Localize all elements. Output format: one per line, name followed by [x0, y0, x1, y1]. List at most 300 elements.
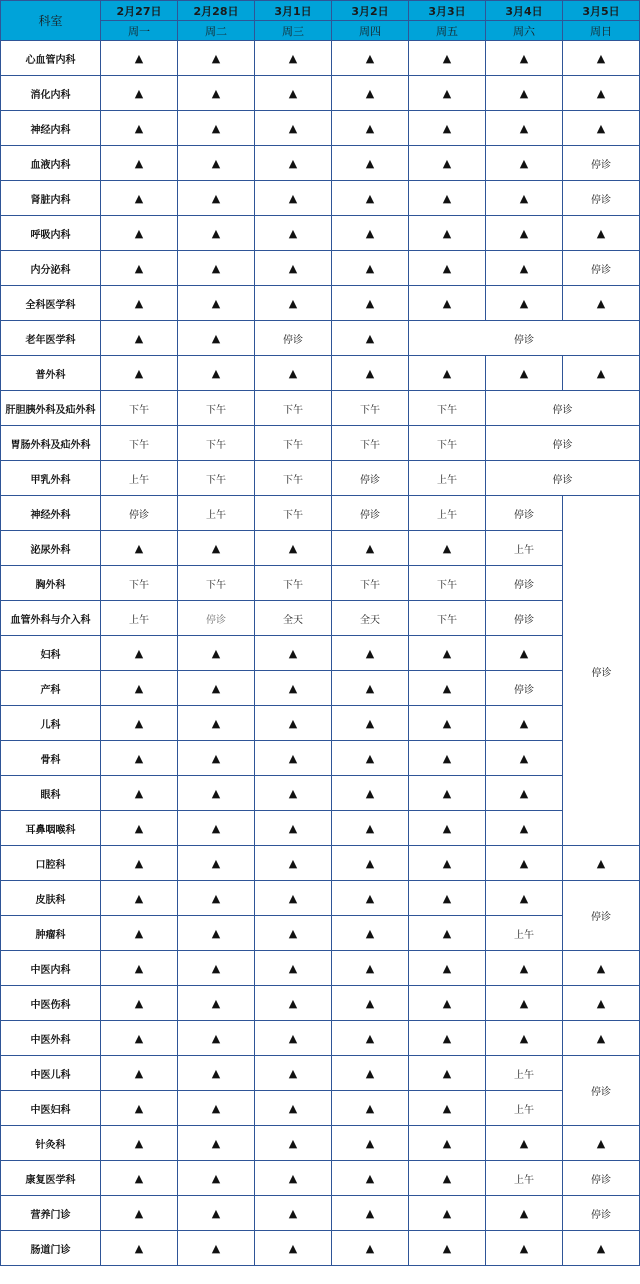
open-mark: ▲	[332, 776, 409, 811]
open-mark: ▲	[178, 846, 255, 881]
open-mark: ▲	[255, 811, 332, 846]
open-mark: ▲	[101, 216, 178, 251]
schedule-cell: 全天	[332, 601, 409, 636]
table-row	[1, 76, 640, 111]
table-row	[1, 916, 640, 951]
date-header: 3月4日	[486, 1, 563, 21]
open-mark: ▲	[409, 76, 486, 111]
table-row	[1, 181, 640, 216]
weekday-header: 周四	[332, 21, 409, 41]
open-mark: ▲	[255, 776, 332, 811]
dept-name: 内分泌科	[1, 251, 101, 286]
schedule-cell: 停诊	[563, 1161, 640, 1196]
open-mark: ▲	[332, 41, 409, 76]
open-mark: ▲	[332, 811, 409, 846]
schedule-cell: 上午	[486, 916, 563, 951]
open-mark: ▲	[409, 846, 486, 881]
open-mark: ▲	[409, 1091, 486, 1126]
schedule-cell: 停诊	[101, 496, 178, 531]
open-mark: ▲	[486, 111, 563, 146]
open-mark: ▲	[409, 671, 486, 706]
open-mark: ▲	[255, 846, 332, 881]
open-mark: ▲	[178, 1196, 255, 1231]
open-mark: ▲	[101, 951, 178, 986]
schedule-cell: 下午	[255, 391, 332, 426]
open-mark: ▲	[178, 251, 255, 286]
open-mark: ▲	[332, 356, 409, 391]
open-mark: ▲	[486, 41, 563, 76]
table-row	[1, 216, 640, 251]
open-mark: ▲	[101, 846, 178, 881]
open-mark: ▲	[178, 286, 255, 321]
table-row	[1, 636, 640, 671]
open-mark: ▲	[178, 1021, 255, 1056]
open-mark: ▲	[178, 1161, 255, 1196]
schedule-cell: 上午	[409, 461, 486, 496]
open-mark: ▲	[178, 531, 255, 566]
table-row	[1, 741, 640, 776]
open-mark: ▲	[409, 636, 486, 671]
dept-name: 口腔科	[1, 846, 101, 881]
open-mark: ▲	[563, 41, 640, 76]
dept-name: 肝胆胰外科及疝外科	[1, 391, 101, 426]
table-row	[1, 846, 640, 881]
schedule-cell: 停诊	[486, 391, 640, 426]
table-row	[1, 496, 640, 531]
open-mark: ▲	[255, 216, 332, 251]
table-row	[1, 1021, 640, 1056]
open-mark: ▲	[101, 986, 178, 1021]
open-mark: ▲	[178, 916, 255, 951]
open-mark: ▲	[101, 251, 178, 286]
dept-name: 皮肤科	[1, 881, 101, 916]
open-mark: ▲	[486, 636, 563, 671]
open-mark: ▲	[332, 531, 409, 566]
open-mark: ▲	[486, 216, 563, 251]
open-mark: ▲	[332, 286, 409, 321]
dept-name: 儿科	[1, 706, 101, 741]
open-mark: ▲	[101, 1196, 178, 1231]
open-mark: ▲	[486, 1231, 563, 1266]
schedule-cell: 上午	[409, 496, 486, 531]
open-mark: ▲	[332, 216, 409, 251]
open-mark: ▲	[178, 76, 255, 111]
open-mark: ▲	[255, 916, 332, 951]
open-mark: ▲	[255, 986, 332, 1021]
dept-name: 营养门诊	[1, 1196, 101, 1231]
table-row	[1, 111, 640, 146]
open-mark: ▲	[563, 951, 640, 986]
open-mark: ▲	[255, 531, 332, 566]
open-mark: ▲	[409, 916, 486, 951]
schedule-cell: 停诊	[563, 881, 640, 951]
open-mark: ▲	[255, 881, 332, 916]
schedule-cell: 停诊	[486, 496, 563, 531]
dept-name: 中医伤科	[1, 986, 101, 1021]
open-mark: ▲	[332, 1231, 409, 1266]
dept-name: 中医内科	[1, 951, 101, 986]
schedule-cell: 下午	[255, 496, 332, 531]
open-mark: ▲	[255, 741, 332, 776]
schedule-cell: 下午	[255, 426, 332, 461]
open-mark: ▲	[563, 356, 640, 391]
open-mark: ▲	[332, 1021, 409, 1056]
open-mark: ▲	[563, 846, 640, 881]
dept-name: 眼科	[1, 776, 101, 811]
open-mark: ▲	[409, 1056, 486, 1091]
schedule-cell: 上午	[178, 496, 255, 531]
schedule-cell: 停诊	[332, 461, 409, 496]
open-mark: ▲	[101, 776, 178, 811]
schedule-cell: 上午	[486, 531, 563, 566]
open-mark: ▲	[486, 951, 563, 986]
open-mark: ▲	[563, 1231, 640, 1266]
open-mark: ▲	[178, 216, 255, 251]
schedule-cell: 停诊	[563, 146, 640, 181]
schedule-cell: 下午	[101, 566, 178, 601]
table-row	[1, 951, 640, 986]
dept-name: 中医儿科	[1, 1056, 101, 1091]
open-mark: ▲	[101, 671, 178, 706]
dept-name: 普外科	[1, 356, 101, 391]
schedule-cell: 上午	[486, 1091, 563, 1126]
table-row	[1, 1126, 640, 1161]
open-mark: ▲	[101, 321, 178, 356]
open-mark: ▲	[101, 636, 178, 671]
date-header: 2月27日	[101, 1, 178, 21]
open-mark: ▲	[409, 986, 486, 1021]
open-mark: ▲	[332, 251, 409, 286]
open-mark: ▲	[563, 216, 640, 251]
dept-name: 血液内科	[1, 146, 101, 181]
table-row	[1, 461, 640, 496]
schedule-cell: 下午	[178, 566, 255, 601]
schedule-cell: 停诊	[486, 426, 640, 461]
dept-name: 妇科	[1, 636, 101, 671]
open-mark: ▲	[101, 1231, 178, 1266]
open-mark: ▲	[101, 146, 178, 181]
table-row	[1, 356, 640, 391]
open-mark: ▲	[101, 1126, 178, 1161]
open-mark: ▲	[101, 1021, 178, 1056]
open-mark: ▲	[255, 1021, 332, 1056]
open-mark: ▲	[101, 286, 178, 321]
open-mark: ▲	[255, 1056, 332, 1091]
open-mark: ▲	[409, 1021, 486, 1056]
open-mark: ▲	[101, 111, 178, 146]
schedule-cell: 停诊	[486, 671, 563, 706]
open-mark: ▲	[255, 286, 332, 321]
date-header: 3月1日	[255, 1, 332, 21]
schedule-cell: 下午	[409, 391, 486, 426]
open-mark: ▲	[178, 636, 255, 671]
dept-name: 消化内科	[1, 76, 101, 111]
open-mark: ▲	[178, 881, 255, 916]
dept-name: 胸外科	[1, 566, 101, 601]
open-mark: ▲	[332, 1196, 409, 1231]
open-mark: ▲	[101, 1091, 178, 1126]
schedule-cell: 下午	[332, 566, 409, 601]
table-row	[1, 1056, 640, 1091]
open-mark: ▲	[332, 636, 409, 671]
dept-column-header: 科室	[1, 1, 101, 41]
open-mark: ▲	[563, 76, 640, 111]
open-mark: ▲	[101, 531, 178, 566]
open-mark: ▲	[255, 671, 332, 706]
open-mark: ▲	[409, 706, 486, 741]
dept-name: 甲乳外科	[1, 461, 101, 496]
open-mark: ▲	[409, 146, 486, 181]
open-mark: ▲	[178, 1091, 255, 1126]
open-mark: ▲	[255, 636, 332, 671]
open-mark: ▲	[332, 181, 409, 216]
open-mark: ▲	[409, 881, 486, 916]
date-header: 3月3日	[409, 1, 486, 21]
table-row	[1, 391, 640, 426]
open-mark: ▲	[178, 811, 255, 846]
open-mark: ▲	[563, 286, 640, 321]
open-mark: ▲	[178, 181, 255, 216]
open-mark: ▲	[101, 741, 178, 776]
date-header: 3月5日	[563, 1, 640, 21]
open-mark: ▲	[255, 951, 332, 986]
schedule-cell: 下午	[101, 426, 178, 461]
open-mark: ▲	[178, 41, 255, 76]
open-mark: ▲	[255, 1161, 332, 1196]
open-mark: ▲	[255, 111, 332, 146]
table-row	[1, 986, 640, 1021]
open-mark: ▲	[101, 1161, 178, 1196]
dept-name: 中医外科	[1, 1021, 101, 1056]
weekday-header: 周一	[101, 21, 178, 41]
open-mark: ▲	[563, 986, 640, 1021]
table-row	[1, 776, 640, 811]
open-mark: ▲	[332, 706, 409, 741]
open-mark: ▲	[255, 1231, 332, 1266]
dept-name: 泌尿外科	[1, 531, 101, 566]
open-mark: ▲	[409, 111, 486, 146]
schedule-cell: 停诊	[409, 321, 640, 356]
table-row	[1, 811, 640, 846]
schedule-cell: 下午	[255, 566, 332, 601]
table-row	[1, 251, 640, 286]
open-mark: ▲	[178, 776, 255, 811]
open-mark: ▲	[255, 181, 332, 216]
open-mark: ▲	[486, 1126, 563, 1161]
open-mark: ▲	[486, 356, 563, 391]
open-mark: ▲	[409, 531, 486, 566]
dept-name: 产科	[1, 671, 101, 706]
open-mark: ▲	[178, 111, 255, 146]
open-mark: ▲	[409, 251, 486, 286]
open-mark: ▲	[409, 181, 486, 216]
open-mark: ▲	[409, 811, 486, 846]
schedule-cell: 下午	[409, 566, 486, 601]
dept-name: 中医妇科	[1, 1091, 101, 1126]
open-mark: ▲	[332, 1126, 409, 1161]
open-mark: ▲	[255, 76, 332, 111]
table-row	[1, 1091, 640, 1126]
schedule-cell: 停诊	[563, 181, 640, 216]
table-row	[1, 146, 640, 181]
dept-name: 耳鼻咽喉科	[1, 811, 101, 846]
open-mark: ▲	[255, 146, 332, 181]
open-mark: ▲	[101, 41, 178, 76]
schedule-cell: 停诊	[563, 251, 640, 286]
open-mark: ▲	[332, 671, 409, 706]
schedule-cell: 上午	[101, 601, 178, 636]
open-mark: ▲	[255, 251, 332, 286]
table-row	[1, 1231, 640, 1266]
schedule-cell: 全天	[255, 601, 332, 636]
weekday-header: 周六	[486, 21, 563, 41]
open-mark: ▲	[332, 741, 409, 776]
open-mark: ▲	[178, 1126, 255, 1161]
open-mark: ▲	[332, 1091, 409, 1126]
open-mark: ▲	[255, 1091, 332, 1126]
open-mark: ▲	[409, 951, 486, 986]
schedule-header	[1, 1, 640, 41]
schedule-cell: 停诊	[486, 601, 563, 636]
open-mark: ▲	[409, 776, 486, 811]
open-mark: ▲	[486, 986, 563, 1021]
schedule-body	[1, 41, 640, 1266]
open-mark: ▲	[332, 321, 409, 356]
dept-name: 骨科	[1, 741, 101, 776]
open-mark: ▲	[101, 76, 178, 111]
schedule-cell: 下午	[332, 426, 409, 461]
dept-name: 老年医学科	[1, 321, 101, 356]
weekday-header: 周日	[563, 21, 640, 41]
date-header: 3月2日	[332, 1, 409, 21]
open-mark: ▲	[178, 146, 255, 181]
open-mark: ▲	[178, 1231, 255, 1266]
schedule-cell: 下午	[178, 391, 255, 426]
open-mark: ▲	[409, 286, 486, 321]
open-mark: ▲	[332, 111, 409, 146]
open-mark: ▲	[486, 776, 563, 811]
open-mark: ▲	[409, 356, 486, 391]
schedule-cell: 上午	[486, 1056, 563, 1091]
open-mark: ▲	[178, 741, 255, 776]
open-mark: ▲	[332, 986, 409, 1021]
schedule-cell: 停诊	[563, 1056, 640, 1126]
dept-name: 神经内科	[1, 111, 101, 146]
open-mark: ▲	[486, 146, 563, 181]
open-mark: ▲	[486, 181, 563, 216]
table-row	[1, 671, 640, 706]
dept-name: 康复医学科	[1, 1161, 101, 1196]
schedule-cell: 上午	[101, 461, 178, 496]
open-mark: ▲	[178, 986, 255, 1021]
open-mark: ▲	[101, 881, 178, 916]
schedule-cell: 下午	[409, 601, 486, 636]
open-mark: ▲	[332, 76, 409, 111]
dept-name: 肠道门诊	[1, 1231, 101, 1266]
schedule-cell: 停诊	[486, 566, 563, 601]
dept-name: 胃肠外科及疝外科	[1, 426, 101, 461]
schedule-cell: 下午	[178, 426, 255, 461]
open-mark: ▲	[409, 216, 486, 251]
open-mark: ▲	[563, 111, 640, 146]
open-mark: ▲	[486, 1196, 563, 1231]
open-mark: ▲	[101, 916, 178, 951]
dept-name: 血管外科与介入科	[1, 601, 101, 636]
weekday-header: 周三	[255, 21, 332, 41]
schedule-cell: 停诊	[255, 321, 332, 356]
open-mark: ▲	[101, 706, 178, 741]
schedule-cell: 下午	[178, 461, 255, 496]
schedule-cell: 停诊	[332, 496, 409, 531]
date-header: 2月28日	[178, 1, 255, 21]
dept-name: 心血管内科	[1, 41, 101, 76]
table-row	[1, 321, 640, 356]
open-mark: ▲	[332, 1056, 409, 1091]
open-mark: ▲	[409, 41, 486, 76]
open-mark: ▲	[255, 1196, 332, 1231]
open-mark: ▲	[255, 706, 332, 741]
open-mark: ▲	[409, 1231, 486, 1266]
open-mark: ▲	[409, 741, 486, 776]
table-row	[1, 566, 640, 601]
open-mark: ▲	[486, 706, 563, 741]
open-mark: ▲	[486, 811, 563, 846]
table-row	[1, 531, 640, 566]
table-row	[1, 1196, 640, 1231]
open-mark: ▲	[563, 1021, 640, 1056]
open-mark: ▲	[332, 1161, 409, 1196]
table-row	[1, 881, 640, 916]
table-row	[1, 286, 640, 321]
open-mark: ▲	[101, 1056, 178, 1091]
schedule-cell: 下午	[101, 391, 178, 426]
open-mark: ▲	[409, 1126, 486, 1161]
open-mark: ▲	[332, 881, 409, 916]
open-mark: ▲	[332, 951, 409, 986]
merged-sunday-closed-label: 停诊	[591, 667, 612, 679]
open-mark: ▲	[178, 951, 255, 986]
open-mark: ▲	[486, 741, 563, 776]
open-mark: ▲	[178, 321, 255, 356]
open-mark: ▲	[178, 706, 255, 741]
open-mark: ▲	[101, 811, 178, 846]
open-mark: ▲	[255, 41, 332, 76]
dept-name: 肿瘤科	[1, 916, 101, 951]
open-mark: ▲	[332, 846, 409, 881]
header-date-row	[1, 1, 640, 21]
open-mark: ▲	[409, 1196, 486, 1231]
open-mark: ▲	[486, 251, 563, 286]
schedule-cell: 上午	[486, 1161, 563, 1196]
open-mark: ▲	[178, 1056, 255, 1091]
open-mark: ▲	[486, 881, 563, 916]
dept-name: 全科医学科	[1, 286, 101, 321]
open-mark: ▲	[101, 181, 178, 216]
open-mark: ▲	[255, 1126, 332, 1161]
table-row	[1, 426, 640, 461]
open-mark: ▲	[409, 1161, 486, 1196]
schedule-cell: 停诊	[563, 1196, 640, 1231]
dept-name: 神经外科	[1, 496, 101, 531]
open-mark: ▲	[486, 1021, 563, 1056]
open-mark: ▲	[178, 671, 255, 706]
weekday-header: 周五	[409, 21, 486, 41]
open-mark: ▲	[486, 846, 563, 881]
dept-name: 针灸科	[1, 1126, 101, 1161]
open-mark: ▲	[255, 356, 332, 391]
table-row	[1, 1161, 640, 1196]
open-mark: ▲	[178, 356, 255, 391]
